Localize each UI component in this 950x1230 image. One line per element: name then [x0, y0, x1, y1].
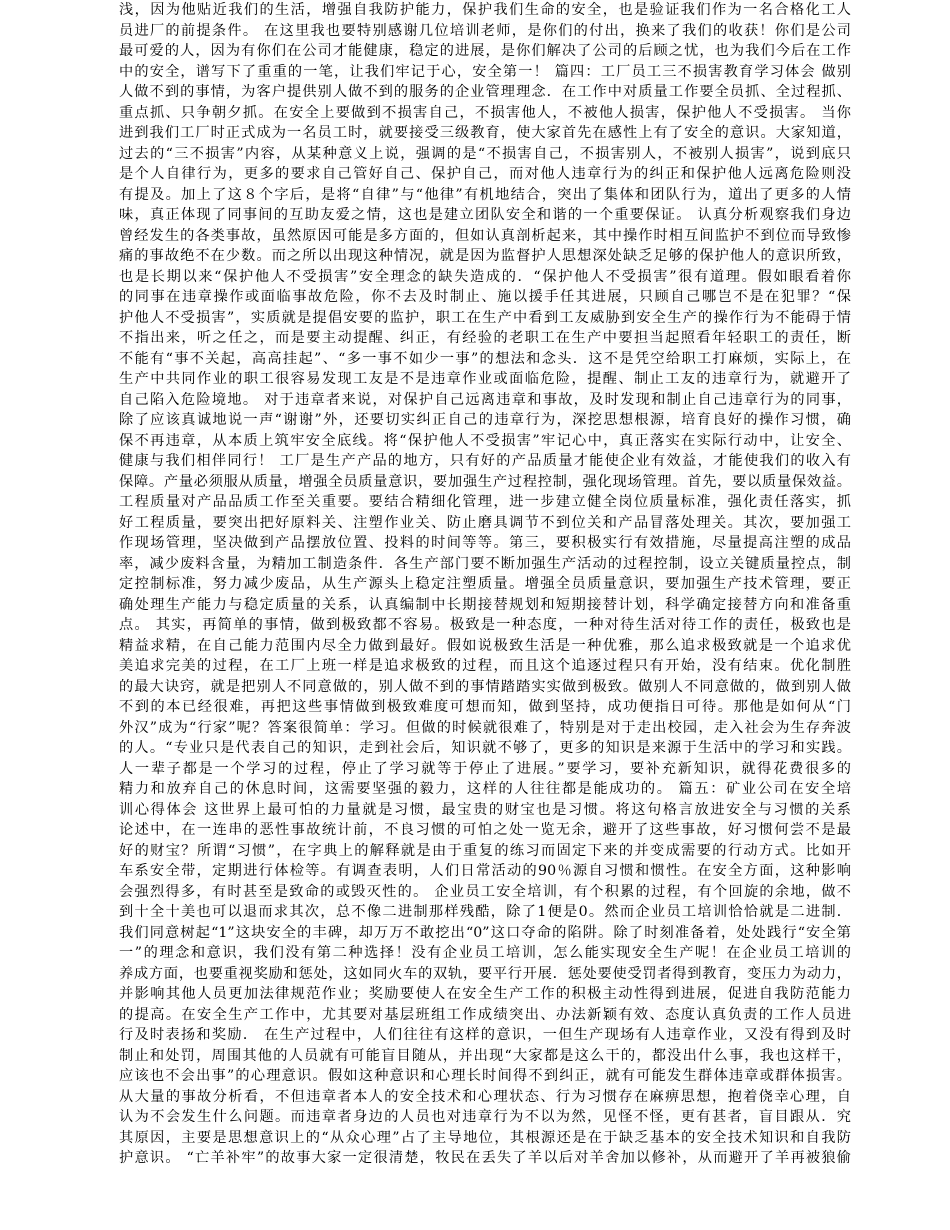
text-line: 作现场管理，坚决做到产品摆放位置、投料的时间等等。第三，要积极实行有效措施，尽量提高注塑的成品: [119, 535, 851, 551]
text-line: 过去的“三不损害”内容，从某种意义上说，强调的是“不损害自己，不损害别人，不被别人损害”，说到底只: [119, 145, 851, 162]
text-line: 确处理生产能力与稳定质量的关系，认真编制中长期接替规划和短期接替计划，科学确定接替方向和准备重: [119, 596, 851, 613]
text-line: 认为不会发生什么问题。而违章者身边的人员也对违章行为不以为然，见怪不怪，更有甚者，盲目跟从．究: [119, 1109, 851, 1125]
text-line: 工程质量对产品品质工作至关重要。要结合精细化管理，进一步建立健全岗位质量标准，强化责任落实，抓: [119, 494, 851, 510]
text-line: 车系安全带，定期进行体检等。有调查表明，人们日常活动的90％源自习惯和惯性。在安全方面，这种影响: [119, 863, 851, 879]
document-page: [119, 0, 851, 1230]
text-line: 保障。产量必须服从质量，增强全员质量意识，要加强生产过程控制，强化现场管理。首先，要以质量保效益。: [119, 473, 851, 490]
text-line: 点。 其实，再简单的事情，做到极致都不容易。极致是一种态度，一种对待生活对待工作的责任，极致也是: [119, 617, 851, 633]
text-line: 的同事在违章操作或面临事故危险，你不去及时制止、施以援手任其进展，只顾自己哪岂不是在犯罪？“保: [119, 289, 851, 305]
text-line: 外汉”成为“行家”呢？答案很简单：学习。但做的时候就很难了，特别是对于走出校园，走入社会为生存奔波: [119, 719, 851, 736]
text-line: 并影响其他人员更加法律规范作业；奖励要使人在安全生产工作的积极主动性得到进展，促进自我防范能力: [119, 986, 851, 1002]
text-line: 训心得体会 这世界上最可怕的力量就是习惯，最宝贵的财宝也是习惯。将这句格言放进安全与习惯的关系: [119, 801, 851, 818]
text-line: 曾经发生的各类事故，虽然原因可能是多方面的，但如认真剖析起来，其中操作时相互间监护不到位而导致惨: [119, 227, 851, 244]
text-line: 其原因，主要是思想意识上的“从众心理”占了主导地位，其根源还是在于缺乏基本的安全技术知识和自我防: [119, 1129, 851, 1146]
text-line: 护他人不受损害”，实质就是提倡安要的监护，职工在生产中看到工友威胁到安全生产的操作行为不能碍于情: [119, 309, 851, 326]
text-line: 不指出来，听之任之，而是要主动提醒、纠正，有经验的老职工在生产中要担当起照看年轻职工的责任，断: [119, 330, 851, 346]
text-line: 到十全十美也可以退而求其次，总不像二进制那样残酷，除了1便是0。然而企业员工培训恰恰就是二进制．: [119, 904, 851, 920]
text-line: 痛的事故绝不在少数。而之所以出现这种情况，就是因为监督护人思想深处缺乏足够的保护他人的意识所致，: [119, 248, 851, 264]
text-line: 健康与我们相伴同行！ 工厂是生产产品的地方，只有好的产品质量才能使企业有效益，才能使我们的收入有: [119, 453, 851, 469]
text-line: 不到的本已经很难，再把这些事情做到极致难度可想而知，做到坚持，成功便指日可待。那他是如何从“门: [119, 699, 851, 715]
text-line: 有提及。加上了这８个字后，是将“自律”与“他律”有机地结合，突出了集体和团队行为，道出了更多的人情: [119, 186, 851, 203]
text-line: 的人。“专业只是代表自己的知识，走到社会后，知识就不够了，更多的知识是来源于生活中的学习和实践。: [119, 740, 851, 756]
text-line: 护意识。 “亡羊补牢”的故事大家一定很清楚，牧民在丢失了羊以后对羊舍加以修补，从而避开了羊再被狼偷: [119, 1150, 851, 1166]
text-line: 从大量的事故分析看，不但违章者本人的安全技术和心理状态、行为习惯存在麻痹思想，抱着侥幸心理，自: [119, 1088, 851, 1105]
text-line: 一”的理念和意识，我们没有第二种选择！没有企业员工培训，怎么能实现安全生产呢！在企业员工培训的: [119, 945, 851, 961]
text-line: 的提高。在安全生产工作中，尤其要对基层班组工作成绩突出、办法新颖有效、态度认真负责的工作人员进: [119, 1006, 851, 1023]
text-line: 员进厂的前提条件。 在这里我也要特别感谢几位培训老师，是你们的付出，换来了我们的收获！你们是公司: [119, 22, 851, 39]
text-line: 制止和处罚，周围其他的人员就有可能盲目随从，并出现“大家都是这么干的，都没出什么事，我也这样干，: [119, 1047, 851, 1064]
text-line: 不能有“事不关起，高高挂起”、“多一事不如少一事”的想法和念头．这不是凭空给职工打麻烦，实际上，在: [119, 350, 851, 367]
text-line: 率，减少废料含量，为精加工制造条件．各生产部门要不断加强生产活动的过程控制，设立关键质量控点，制: [119, 555, 851, 572]
text-line: 美追求完美的过程，在工厂上班一样是追求极致的过程，而且这个追逐过程只有开始，没有结束。优化制胜: [119, 658, 851, 674]
text-line: 好的财宝？所谓“习惯”，在字典上的解释就是由于重复的练习而固定下来的并变成需要的行动方式。比如开: [119, 842, 851, 859]
text-line: 我们同意树起“1”这块安全的丰碑，却万万不敢挖出“0”这口夺命的陷阱。除了时刻准备着，处处践行“安全第: [119, 924, 851, 941]
text-line: 好工程质量，要突出把好原料关、注塑作业关、防止磨具调节不到位关和产品冒落处理关。其次，要加强工: [119, 514, 851, 531]
text-line: 会强烈得多，有时甚至是致命的或毁灭性的。 企业员工安全培训，有个积累的过程，有个回旋的余地，做不: [119, 883, 851, 900]
text-line: 保不再违章，从本质上筑牢安全底线。将“保护他人不受损害”牢记心中，真正落实在实际行动中，让安全、: [119, 432, 851, 449]
text-line: 行及时表扬和奖励． 在生产过程中，人们往往有这样的意识，一但生产现场有人违章作业，又没有得到及时: [119, 1027, 851, 1043]
text-line: 生产中共同作业的职工很容易发现工友是不是违章作业或面临危险，提醒、制止工友的违章行为，就避开了: [119, 371, 851, 387]
text-line: 养成方面，也要重视奖励和惩处，这如同火车的双轨，要平行开展．惩处要使受罚者得到教育，变压力为动力，: [119, 965, 851, 982]
text-line: 最可爱的人，因为有你们在公司才能健康，稳定的进展，是你们解决了公司的后顾之忧，也为我们今后在工作: [119, 43, 851, 59]
text-line: 是个人自律行为，更多的要求自己管好自己、保护自己，而对他人违章行为的纠正和保护他人远离危险则没: [119, 166, 851, 182]
text-line: 除了应该真诚地说一声“谢谢”外，还要切实纠正自己的违章行为，深挖思想根源，培育良好的操作习惯，确: [119, 412, 851, 428]
text-line: 重点抓、只争朝夕抓。在安全上要做到不损害自己，不损害他人，不被他人损害，保护他人不受损害。 当你: [119, 104, 851, 121]
text-line: 的最大诀窍，就是把别人不同意做的，别人做不到的事情踏踏实实做到极致。做别人不同意做的，做到别人做: [119, 678, 851, 695]
text-line: 进到我们工厂时正式成为一名员工时，就要接受三级教育，使大家首先在感性上有了安全的意识。大家知道，: [119, 125, 851, 141]
text-line: 定控制标准，努力减少废品，从生产源头上稳定注塑质量。增强全员质量意识，要加强生产技术管理，要正: [119, 576, 851, 592]
text-line: 论述中，在一连串的恶性事故统计前，不良习惯的可怕之处一览无余，避开了这些事故，好习惯何尝不是最: [119, 822, 851, 838]
text-line: 人一辈子都是一个学习的过程，停止了学习就等于停止了进展。”要学习，要补充新知识，就得花费很多的: [119, 760, 851, 777]
text-line: 精益求精，在自己能力范围内尽全力做到最好。假如说极致生活是一种优雅，那么追求极致就是一个追求优: [119, 637, 851, 654]
text-line: 浅，因为他贴近我们的生活，增强自我防护能力，保护我们生命的安全，也是验证我们作为一名合格化工人: [119, 2, 851, 18]
text-line: 也是长期以来“保护他人不受损害”安全理念的缺失造成的．“保护他人不受损害”很有道理。假如眼看着你: [119, 268, 851, 285]
text-line: 精力和放弃自己的休息时间，这需要坚强的毅力，这样的人往往都是能成功的。 篇五：矿业公司在安全培: [119, 781, 851, 797]
text-line: 味，真正体现了同事间的互助友爱之情，这也是建立团队安全和谐的一个重要保证。 认真分析观察我们身边: [119, 207, 851, 223]
text-line: 人做不到的事情，为客户提供别人做不到的服务的企业管理理念．在工作中对质量工作要全员抓、全过程抓、: [119, 84, 851, 100]
text-line: 自己陷入危险境地。 对于违章者来说，对保护自己远离违章和事故，及时发现和制止自己违章行为的同事，: [119, 391, 851, 408]
text-line: 应该也不会出事”的心理意识。假如这种意识和心理长时间得不到纠正，就有可能发生群体违章或群体损害。: [119, 1068, 851, 1084]
text-line: 中的安全，谱写下了重重的一笔，让我们牢记于心，安全第一！ 篇四：工厂员工三不损害教育学习体会 做别: [119, 63, 851, 80]
